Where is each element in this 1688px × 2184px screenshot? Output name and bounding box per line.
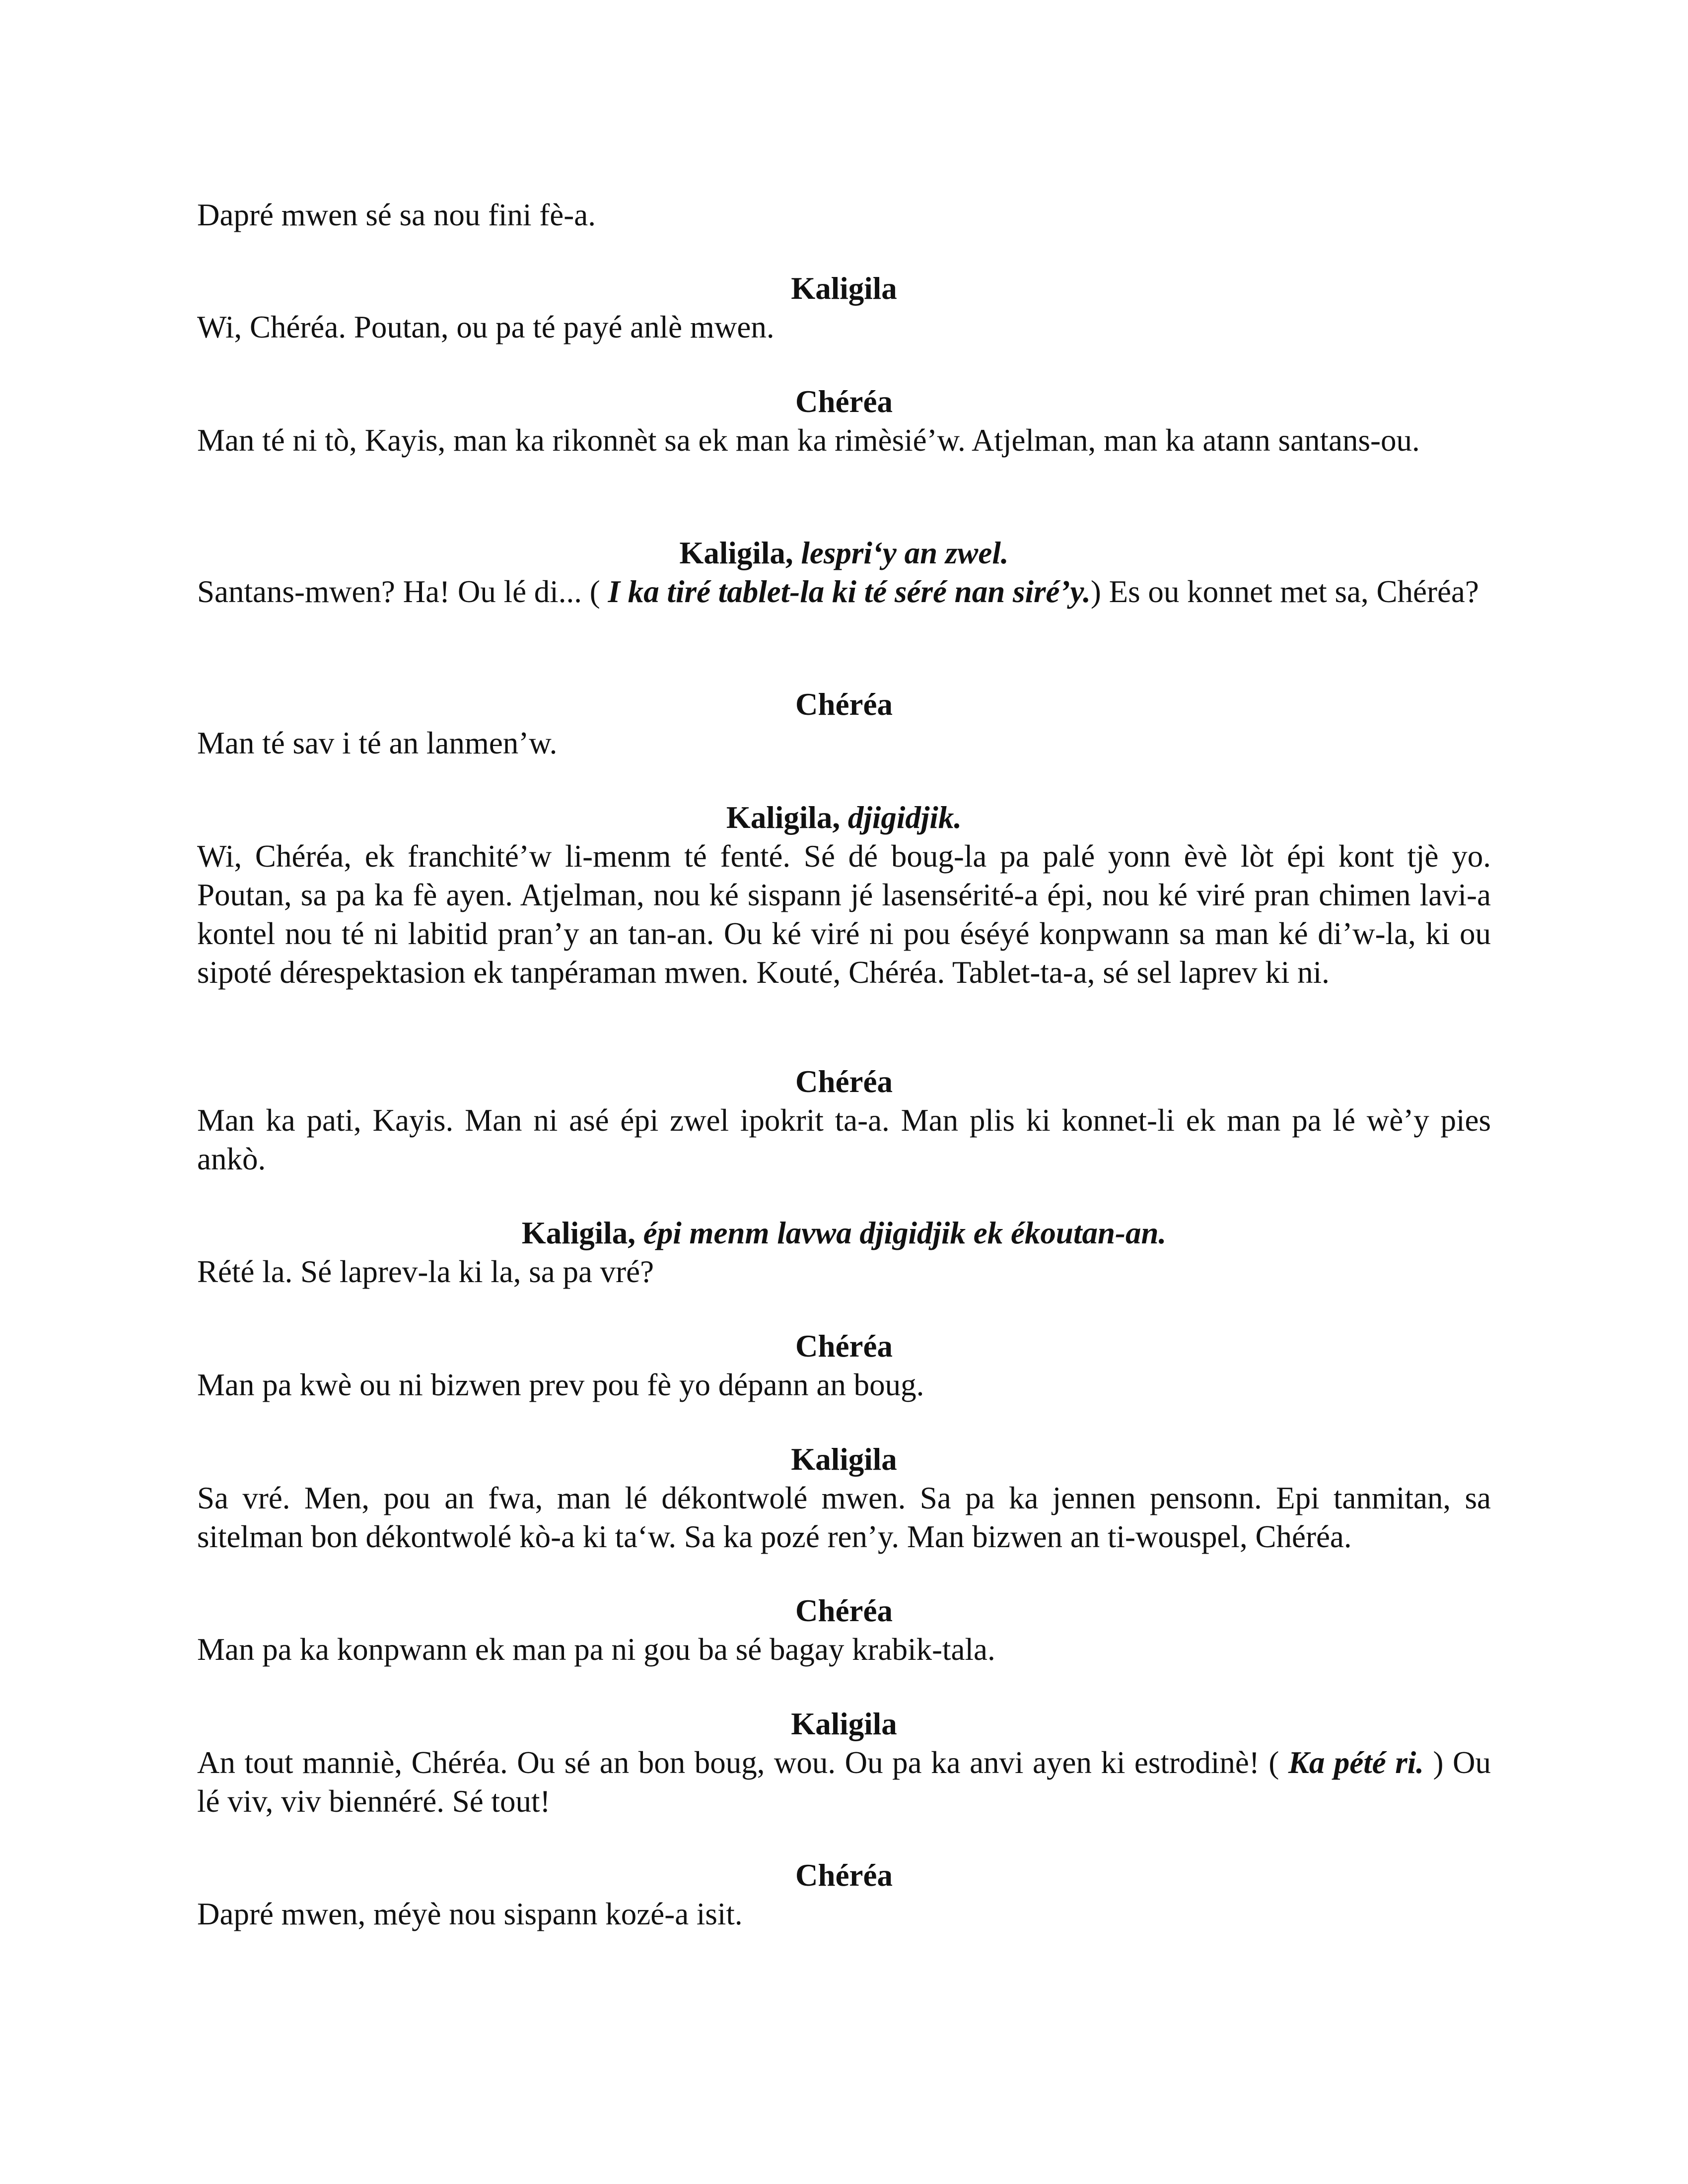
speaker-name: Chéréa (795, 687, 893, 722)
dialogue-line: Man té ni tò, Kayis, man ka rikonnèt sa ek man ka rimèsié’w. Atjelman, man ka atann santans-ou. (197, 423, 1420, 458)
speaker-name: Kaligila (791, 1442, 897, 1477)
dialogue-text: ) Es ou konnet met sa, Chéréa? (1090, 574, 1479, 609)
dialogue-line: Man pa kwè ou ni bizwen prev pou fè yo dépann an boug. (197, 1367, 924, 1402)
speaker-name: Chéréa (795, 1064, 893, 1099)
speaker-name: Kaligila, (679, 536, 793, 570)
speaker-direction: djigidjik. (847, 800, 962, 835)
dialogue-line: Wi, Chéréa. Poutan, ou pa té payé anlè mwen. (197, 310, 774, 344)
speaker-name: Kaligila (791, 271, 897, 306)
stage-direction: Ka pété ri. (1288, 1745, 1424, 1780)
stage-direction: I ka tiré tablet-la ki té séré nan siré’y. (608, 574, 1091, 609)
speaker-direction: épi menm lavwa djigidjik ek ékoutan-an. (643, 1216, 1167, 1250)
dialogue-line: Dapré mwen sé sa nou fini fè-a. (197, 198, 596, 232)
speaker-name: Kaligila (791, 1706, 897, 1741)
speaker-name: Chéréa (795, 1329, 893, 1364)
speaker-name: Kaligila, (521, 1216, 636, 1250)
dialogue-line: Man té sav i té an lanmen’w. (197, 726, 558, 760)
dialogue-line: Rété la. Sé laprev-la ki la, sa pa vré? (197, 1254, 654, 1289)
speaker-name: Kaligila, (726, 800, 841, 835)
speaker-heading (197, 798, 1491, 837)
speaker-heading (197, 534, 1491, 572)
dialogue-line: Sa vré. Men, pou an fwa, man lé dékontwolé mwen. Sa pa ka jennen pensonn. Epi tanmitan, sa sitelman bon dékontwolé kò-a ki ta‘w. Sa ka pozé ren’y. Man bizwen an ti-wouspel, Chéréa. (197, 1481, 1491, 1554)
speaker-heading (197, 1214, 1491, 1252)
dialogue-line: Man ka pati, Kayis. Man ni asé épi zwel ipokrit ta-a. Man plis ki konnet-li ek man pa lé wè’y pies ankò. (197, 1103, 1491, 1176)
speaker-name: Chéréa (795, 1593, 893, 1628)
speaker-direction: lespri‘y an zwel. (801, 536, 1009, 570)
dialogue-line: Wi, Chéréa, ek franchité’w li-menm té fenté. Sé dé boug-la pa palé yonn èvè lòt épi kont tjè yo. Poutan, sa pa ka fè ayen. Atjelman, nou ké sispann jé lasensérité-a épi, nou ké viré pran chimen lavi-a kontel nou té ni labitid pran’y an tan-an. Ou ké viré ni pou éséyé konpwann sa man ké di’w-la, ki ou sipoté dérespektasion ek tanpéraman mwen. Kouté, Chéréa. Tablet-ta-a, sé sel laprev ki ni. (197, 839, 1491, 990)
dialogue-line: Man pa ka konpwann ek man pa ni gou ba sé bagay krabik-tala. (197, 1632, 995, 1667)
dialogue-text: An tout manniè, Chéréa. Ou sé an bon boug, wou. Ou pa ka anvi ayen ki estrodinè! ( (197, 1745, 1288, 1780)
speaker-name: Chéréa (795, 384, 893, 419)
speaker-name: Chéréa (795, 1858, 893, 1893)
dialogue-text: ) Ou lé viv, viv biennéré. Sé tout! (197, 1745, 1491, 1819)
dialogue-text: Santans-mwen? Ha! Ou lé di... ( (197, 574, 608, 609)
dialogue-line (197, 1743, 1491, 1821)
dialogue-line (197, 572, 1491, 611)
dialogue-line: Dapré mwen, méyè nou sispann kozé-a isit. (197, 1897, 743, 1931)
